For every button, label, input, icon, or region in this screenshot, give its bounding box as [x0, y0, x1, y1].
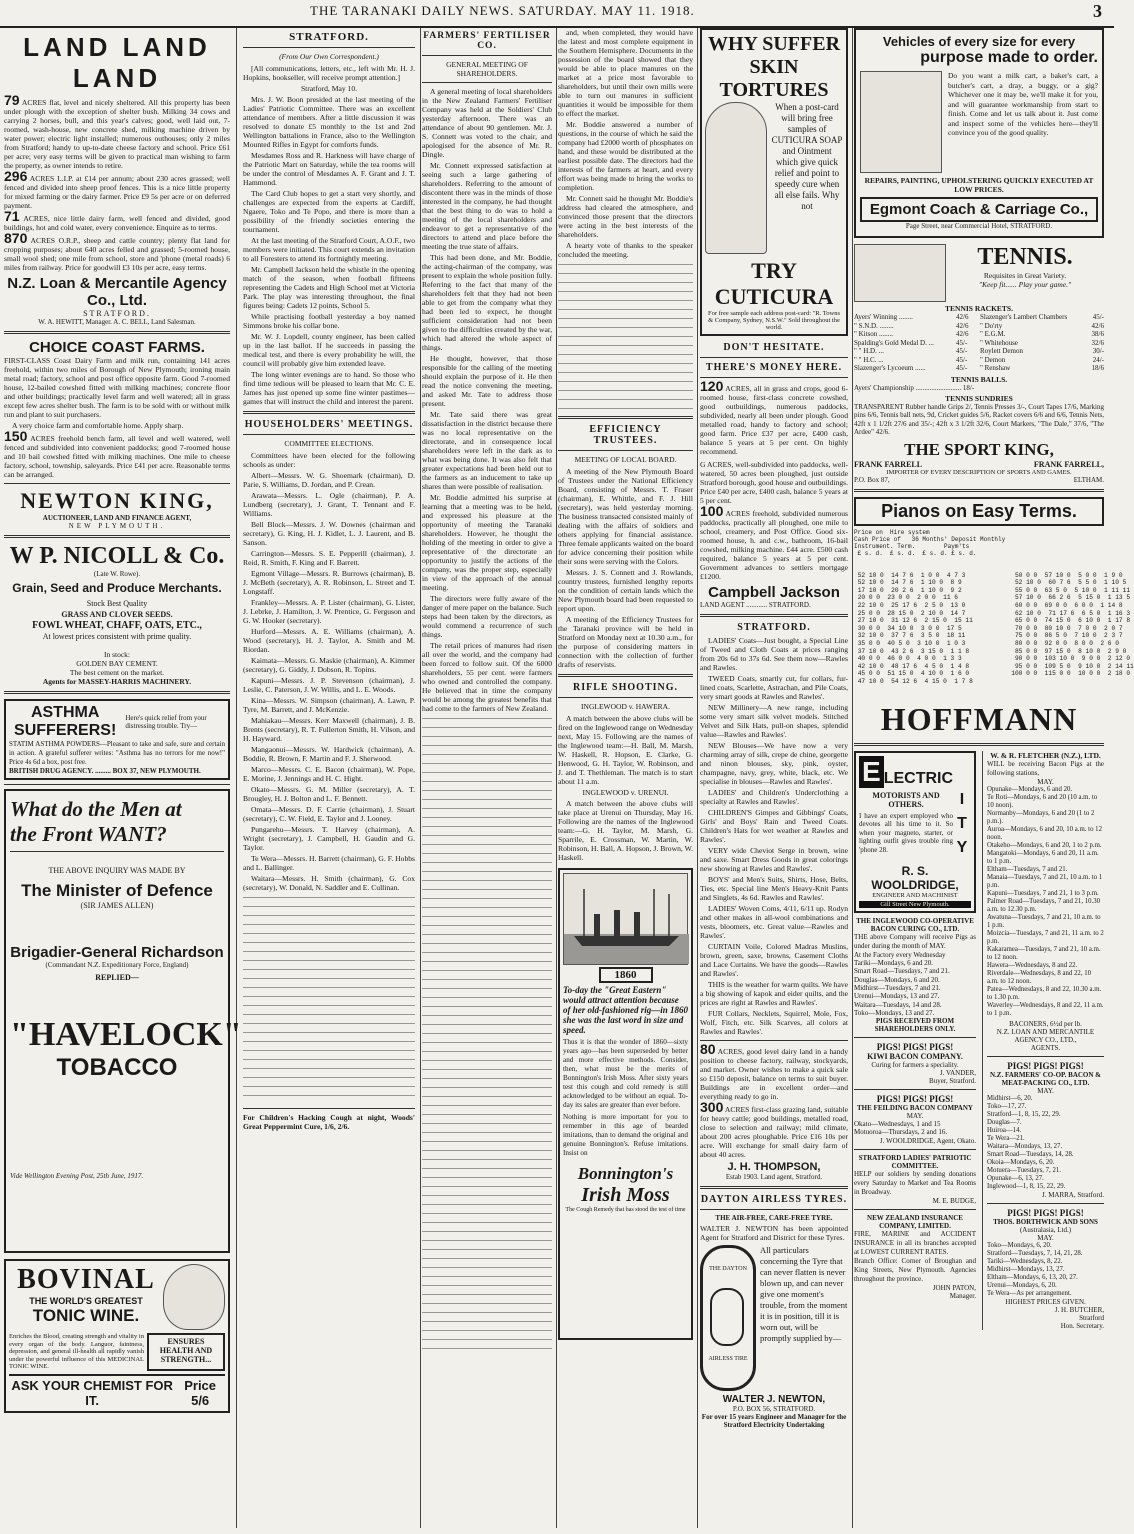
year-badge: 1860	[599, 967, 653, 983]
inglewood-bacon-foot: PIGS RECEIVED FROM SHAREHOLDERS ONLY.	[874, 1017, 956, 1034]
householders-heading: HOUSEHOLDERS' MEETINGS.	[244, 419, 414, 430]
rawles-list: LADIES' Coats—Just bought, a Special Line of Tweed and Cloth Coats at prices ranging from 20s 6d to 37s 6d. See them now—Rawles and Rawles. TWEED Coats, smartly cut, fur collars, fur-lined coats, Scarlette, Astrachan, and Pile Coats, very smart goods at Rawles and Rawles'. NEW Millinery—A new range, including some very smart silk velvet models. Stitched Velvet and Silk Hats, pull-on shapes, splendid value—Rawles and Rawles'. NEW Blouses—We have now a very charming array of silk, crepe de chine, georgette and ninon blouses, sky, pink, oyster, champagne, navy, grey, white, black, etc. We specialise in blouses—Rawles and Rawles'. LADIES' and Children's Underclothing a specialty at Rawles and Rawles'. CHILDREN'S Gimpes and Gibbings' Coats, Girls' and Boys' Rain and Tweed Coats. Children's Hats for wet weather at Rawles and Rawles'. VERY wide Cheviot Serge in brown, wine and saxe. Smart Dress Goods in great colorings new showing at Rawles and Rawles'. BOYS' and Men's Suits, Shirts, Hose, Belts, Ties, etc. Special line Men's Heavy-Knit Pants and Singlets, 4s 6d. Rawles and Rawles'. LADIES' Woven Coms, 4/11, 6/11 up. Rodyn and other makes in all-wool combinations and vests, bloomers, etc. Great value—Rawles and Rawles'. CURTAIN Voile, Colored Madras Muslins, brown, green, saxe, browns, Casement Cloths and Lace Curtains. We have the goods—Rawles and Rawles'. THIS is the weather for warm quilts. We have a big showing of kapok and eider quilts, and the prices are right at Rawles and Rawles'. FUR Collars, Necklets, Squirrel, Mole, Fox, Wolf, Fitch, etc. Silk Scarves, all colors at Rawles and Rawles'.	[700, 636, 848, 1036]
choice-title: CHOICE COAST FARMS.	[29, 339, 205, 356]
fertiliser-sub: GENERAL MEETING OF SHAREHOLDERS.	[446, 60, 528, 78]
nicoll-late: (Late W. Rowe).	[93, 570, 141, 578]
thompson-sub: Estab 1903. Land agent, Stratford.	[725, 1173, 823, 1181]
pigs-banner: PIGS! PIGS! PIGS!	[876, 1042, 954, 1053]
stratford-heading: STRATFORD.	[289, 31, 369, 43]
nzlm-agents: AGENTS.	[1030, 1043, 1061, 1052]
cow-head-illustration	[163, 1264, 225, 1330]
havelock-replied: REPLIED—	[95, 973, 139, 982]
stratford-news: [All communications, letters, etc., left with Mr. H. J. Hopkins, bookseller, will receive prompt attention.] Stratford, May 10. Mrs. J. W. Boon presided at the last meeting of the Ladies' Patriotic Committee. There was an excellent attendance of members. After a little discussion it was resolved to donate £5 monthly to the 1st and 2nd Wellington battalions in France, also to the Wellington Mounted Rifles in Egypt for comforts funds. Mesdames Ross and R. Harkness will have charge of the Patriotic Mart on Saturday, while the tea rooms will be under the control of Mesdames A. F. Grant and J. T. Hammond. The Card Club hopes to get a start very shortly, and challenges are expected from the experts at Cardiff, Ngaere, Toko and Te Popo, and there is more than a possibility of the friendly societies entering the tournament. At the last meeting of the Stratford Court, A.O.F., two members were initiated. This court extends an invitation to all Foresters to attend its fortnightly meeting. Mr. Campbell Jackson held the whistle in the opening match of the season, when football fiftteens representing the Cadets and High School met at Victoria Park. The play was interesting throughout, the final figures being: Cadets 12 points, School 5. While practising football yesterday a boy named Simmons broke his collar bone. Mr. W. J. Lopdell, county engineer, has been called up in the last ballot. If he succeeds in passing the medical test, and there is every probability he will, the council will probably give him extended leave. The long winter evenings are to hand. So those who find time tedious will be pleased to learn that Mr. C. E. James has just opened up some fine winter pastimes—games that will instruct the child and interest the parent.	[243, 64, 415, 406]
cuticura-text: When a post-card will bring free samples of CUTICURA SOAP and Ointment which give quick relief and point to speedy cure when all else fails. Why not	[771, 102, 843, 211]
bonnington-body: Thus it is that the wonder of 1860—sixty years ago—has been superseded by better and more effective methods. Consider, then, what must be the merits of Bonnington's Irish Moss. After sixty years test this cough and cold remedy is still acknowledged to be without an equal. To-day its sales are greater than ever before.	[563, 1038, 688, 1109]
woman-illustration	[705, 102, 767, 254]
kiwi-bacon: KIWI BACON COMPANY.	[867, 1052, 963, 1062]
money-here: THERE'S MONEY HERE.	[705, 362, 843, 373]
steamship-illustration	[563, 873, 688, 965]
asthma-foot: BRITISH DRUG AGENCY. ......... BOX 37, NEW PLYMOUTH.	[9, 767, 201, 775]
feilding-agent: J. WOOLDRIDGE, Agent, Okato.	[879, 1136, 976, 1145]
nz-loan-place: STRATFORD.	[83, 309, 151, 318]
peppermint-cure-ad: For Children's Hacking Cough at night, Woods' Great Peppermint Cure, 1/6, 2/6.	[243, 1113, 415, 1131]
fertiliser-article-cont: and, when completed, they would have the latest and most complete equipment in the Southern Hemisphere. Documents in the possession of the board showed that they would be able to place manures on the market at a price most favorable to shareholders, but until their own mills were able to turn out manures in sufficient quantities it would be impossible for them to effect the market. Mr. Boddie answered a number of questions, in the course of which he said the company had £2000 worth of phosphates on hand, and these would be distributed at the earliest possible date. The directors had the interests of the farmers at heart, and every effort was being made to bring the works to completion. Mr. Connett said he thought Mr. Boddie's address had cleared the atmosphere, and convinced those present that the directors were acting in the best interests of the shareholders. A hearty vote of thanks to the speaker concluded the meeting.	[558, 28, 693, 259]
wooldridge-sub: ENGINEER AND MACHINIST	[872, 891, 958, 899]
nzi-manager: Manager.	[949, 1291, 976, 1300]
dayton-text: WALTER J. NEWTON has been appointed Agent for Stratford and District for these Tyres.	[700, 1224, 848, 1242]
newton-foot: For over 15 years Engineer and Manager for the Stratford Electricity Undertaking	[701, 1413, 847, 1429]
column-5	[696, 28, 853, 1528]
feilding-heading: THE FEILDING BACON COMPANY	[857, 1104, 973, 1113]
electric-i: I	[959, 790, 965, 808]
borthwick-sub: (Australasia, Ltd.)	[1019, 1225, 1072, 1234]
bovinal-brand: BOVINAL	[17, 1264, 155, 1295]
article-text-continuation	[422, 715, 552, 1355]
efficiency-heading: EFFICIENCY TRUSTEES.	[589, 424, 662, 446]
newton-box: P.O. BOX 56, STRATFORD.	[732, 1405, 816, 1413]
asthma-ad	[4, 699, 230, 780]
electric-ad	[854, 751, 976, 913]
cuticura-foot: For free sample each address post-card: "R. Towns & Company, Sydney, N.S.W." Sold throughout the world.	[707, 310, 841, 331]
feilding-may: MAY.	[906, 1112, 924, 1121]
land-title: LAND LAND LAND	[23, 32, 211, 93]
householders-list: Committees have been elected for the following schools as under: Albert—Messrs. W. G. Shoemark (chairman), D. Parie, S. Williams, D. Jordan, and P. Crean. Arawata—Messrs. L. Ogle (chairman), P. A. Lundberg (secretary), J. Grant, T. Tennant and F. Williams. Bell Block—Messrs. J. W. Downes (chairman and secretary), G. King, H. J. Kidlet, L. J. Laurent, and B. Sanson. Carrington—Messrs. S. E. Pepperill (chairman), J. Reid, R. Smith, F. King and F. Barrett. Egmont Village—Messrs. R. Burrows (chairman), B. J. McBeth (secretary), A. R. Robinson, L. Street and T. Longstaff. Frankley—Messrs. A. P. Lister (chairman), G. Lister, J. Lebrke, J. Hamilton, J. W. Prentice, G. Ferguson and G. W. Hooker (secretary). Hurford—Messrs. A. E. Williams (chairman), A. Wood (secretary), H. J. Taylor, A. Smith and M. Riordan. Kaimata—Messrs. G. Maskie (chairman), A. Kimmer (secretary), G. Giddy, J. Dobson, R. Topins. Kapuni—Messrs. J. P. Stevenson (chairman), J. Leslie, C. Paterson, J. W. Willis, and L. E. Woods. Kina—Messrs. W. Simpson (chairman), A. Lawn, P. Tyre, M. Barrett, and J. McKenzie. Mahiakau—Messrs. Kerr Maxwell (chairman), J. B. Brents (secretary), R. T. Fullerton Smith, H. Vilson, and H. Hayward. Mangaonui—Messrs. W. Hardwick (chairman), A. Boddie, R. Brown, F. Martin and F. J. Sherwood. Marco—Messrs. C. E. Bacon (chairman), W. Pope, E. Morine, J. Jennings and H. C. Hight. Okato—Messrs. G. M. Miller (secretary), A. T. Brougley, H. J. Bolton and L. F. Bennett. Omata—Messrs. D. F. Carrie (chairman), J. Stuart (secretary), C. W. Field, E. Taylor and J. Looney. Pungarehu—Messrs. T. Harvey (chairman), A. Wright (secretary), J. Campbell, H. Gaudin and G. Taylor. Te Wera—Messrs. H. Barrett (chairman), G. F. Hobbs and L. Ballinger. Waitara—Messrs. H. Smith (chairman), G. Cox (secretary), W. Donald, N. Saddler and E. Cullinan.	[243, 451, 415, 892]
tennis-players-illustration	[854, 244, 946, 302]
inglewood-bacon-heading: THE INGLEWOOD CO-OPERATIVE BACON CURING CO., LTD.	[856, 916, 974, 933]
nzi-sign: JOHN PATON,	[932, 1283, 976, 1292]
bonnington-sub: The Cough Remedy that has stood the test of time	[565, 1207, 686, 1213]
masthead	[0, 0, 1114, 28]
newton-name: WALTER J. NEWTON,	[722, 1394, 826, 1405]
newton-king-title: NEWTON KING,	[20, 488, 214, 513]
electric-y: Y	[956, 838, 968, 856]
importer-line: IMPORTER OF EVERY DESCRIPTION OF SPORTS AND GAMES.	[886, 468, 1072, 476]
havelock-minister: The Minister of Defence	[21, 881, 213, 900]
carriage-illustration	[860, 71, 942, 173]
electric-text: I have an expert employed who devotes all his time to it. So when your magneto, starter, or lighting outfit gives trouble ring 'phone 28.	[859, 811, 953, 854]
dayton-sub: THE AIR-FREE, CARE-FREE TYRE.	[715, 1214, 833, 1222]
egmont-name: Egmont Coach & Carriage Co.,	[860, 197, 1098, 222]
kiwi-buyer: Buyer, Stratford.	[929, 1077, 976, 1086]
cuticura-skin: SKIN TORTURES	[719, 56, 829, 101]
vehicles-title: Vehicles of every size for every	[882, 34, 1076, 49]
campbell-jackson: Campbell Jackson	[708, 584, 840, 601]
farm-listings: 120 ACRES, all in grass and crops, good 6-roomed house, first-class concrete cowshed, good outbuildings, numerous paddocks, subdivided, nearly all been under plough. Good metalled road, handy to factory and school; good farm. Price £37 per acre, £400 cash, balance 5 years at 5 per cent. On highly recommend. G ACRES, well-subdivided into paddocks, well-watered, 50 acres been ploughed, just outside Stratford borough, good house and outbuildings. Price £40 per acre, £400 cash, balance 5 years at 5 per cent. 100 ACRES freehold, subdivided numerous paddocks, practically all ploughed, one mile to school, creamery, and Post Office. Good six-roomed house, h. and c.w., bathroom, 16-bail cowshed, milking machine. £44 acre. £500 cash required, balance 5 years at 5 per cent. Government advances to settlers mortgage £1200.	[700, 378, 849, 581]
havelock-l1: THE ABOVE INQUIRY WAS MADE BY	[48, 866, 186, 875]
kiwi-name: J. VANDER,	[939, 1069, 976, 1078]
ladies-committee-text: HELP our soldiers by sending donations every Saturday to Market and Tea Rooms in Broadway.	[854, 1169, 976, 1196]
bovinal-ad	[4, 1259, 230, 1413]
bonnington-ad	[558, 868, 693, 1340]
campbell-jackson-sub: LAND AGENT ............ STRATFORD.	[700, 601, 811, 609]
fertiliser-heading: FARMERS' FERTILISER CO.	[423, 31, 551, 51]
inglewood-bacon-list: At the Factory every Wednesday Tariki—Mondays, 6 and 20. Smart Road—Tuesdays, 7 and 21. Douglas—Mondays, 6 and 20. Midhirst—Tuesdays, 7 and 21. Urenui—Mondays, 13 and 27. Waitara—Tuesdays, 14 and 28. Toko—Mondays, 13 and 27.	[854, 950, 950, 1017]
cuticura-why: WHY SUFFER	[707, 33, 841, 55]
article-text-continuation	[243, 894, 415, 1104]
havelock-brig-sub: (Commandant N.Z. Expeditionary Force, England)	[45, 961, 189, 969]
nzlm-name: N.Z. LOAN AND MERCANTILE AGENCY CO., LTD.,	[996, 1027, 1095, 1044]
pianos-table: Price on Hire system Cash Price of 36 Months' Deposit Monthly Instrument. Term. Paym'ts £ s. d. £ s. d. £ s. d. £ s. d. 52 10 0 14 7 6 1 0 0 4 7 3 52 10 0 14 7 6 1 10 0 8 9 17 10 0 20 2 6 1 10 0 9 2 20 0 0 23 0 0 2 0 0 11 6 22 10 0 25 17 6 2 5 0 13 0 25 0 0 28 15 0 2 10 0 14 7 27 10 0 31 12 6 2 15 0 15 11 30 0 0 34 10 0 3 0 0 17 5 32 10 0 37 7 6 3 5 0 18 11 35 0 0 40 5 0 3 10 0 1 0 3 37 10 0 43 2 6 3 15 0 1 1 8 40 0 0 46 0 0 4 0 0 1 3 3 42 10 0 48 17 6 4 5 0 1 4 8 45 0 0 51 15 0 4 10 0 1 6 0 47 10 0 54 12 6 4 15 0 1 7 8 50 0 0 57 10 0 5 0 0 1 9 0 52 10 0 60 7 6 5 5 0 1 10 5 55 0 0 63 5 0 5 10 0 1 11 11 57 10 0 66 2 6 5 15 0 1 13 5 60 0 0 69 0 0 6 0 0 1 14 8 62 10 0 71 17 6 6 5 0 1 16 3 65 0 0 74 15 0 6 10 0 1 17 8 70 0 0 80 10 0 7 0 0 2 0 7 75 0 0 86 5 0 7 10 0 2 3 7 80 0 0 92 0 0 8 0 0 2 6 0 85 0 0 97 15 0 8 10 0 2 9 0 90 0 0 103 10 0 9 0 0 2 12 0 95 0 0 109 5 0 9 10 0 2 14 11 100 0 0 115 0 0 10 0 0 2 18 0	[854, 528, 1134, 685]
electric-side: MOTORISTS AND OTHERS.	[872, 790, 940, 809]
tennis-keep: "Keep fit...... Play your game."	[978, 280, 1072, 289]
sundries-text: TRANSPARENT Rubber handle Grips 2/, Tennis Presses 3/-, Court Tapes 17/6, Marking pins 6/6, Tennis ball nets, 9d, Cricket guides 5/6, Racket covers 6/6 and 6/6, Tennis Nets, 42ft x 1 1/2ft 27/6 and 35/-; 42ft x 3 1/2ft 32/6, Court Markers, "The Dale," 37/6, "The Ardee" 42/6.	[854, 402, 1104, 436]
nicoll-lines: Stock Best Quality GRASS AND CLOVER SEEDS. FOWL WHEAT, CHAFF, OATS, ETC., At lowest prices consistent with prime quality.	[32, 599, 202, 641]
fletcher-list: Opunake—Mondays, 6 and 20. Te Roti—Mondays, 6 and 20 (10 a.m. to 10 noon). Normanby—Mondays, 6 and 20 (1 to 2 p.m.). Auroa—Mondays, 6 and 20, 10 a.m. to 12 noon. Otakeho—Mondays, 6 and 20, 1 to 2 p.m. Mangatoki—Mondays, 6 and 20, 11 a.m. to 1 p.m. Eltham—Tuesdays, 7 and 21. Manaia—Tuesdays, 7 and 21, 10 a.m. to 1 p.m. Kapuni—Tuesdays, 7 and 21, 1 to 3 p.m. Palmer Road—Tuesdays, 7 and 21, 10.30 a.m. to 12.30 p.m. Awatuna—Tuesdays, 7 and 21, 10 a.m. to 1 p.m. Moizcia—Tuesdays, 7 and 21, 11 a.m. to 2 p.m. Kakaramea—Tuesdays, 7 and 21, 10 a.m. to 12 noon. Hawera—Wednesdays, 8 and 22. Riverdale—Wednesdays, 8 and 22, 10 a.m. to 12 noon. Patea—Wednesdays, 8 and 22, 10.30 a.m. to 1.30 p.m. Waverley—Wednesdays, 8 and 22, 11 a.m. to 1 p.m.	[987, 785, 1104, 1017]
baconers-price: BACONERS, 6½d per lb.	[1009, 1019, 1082, 1028]
vehicles-title2: purpose made to order.	[920, 49, 1098, 66]
havelock-ad	[4, 789, 242, 1253]
bovinal-sub1: THE WORLD'S GREATEST	[29, 1296, 143, 1306]
asthma-text: STATIM ASTHMA POWDERS—Pleasant to take and safe, sure and certain in action. A grateful sufferer writes: "Asthma has no terrors for me now!" Price 4s 6d a box, post free.	[9, 740, 225, 766]
asthma-title: ASTHMA SUFFERERS!	[14, 704, 117, 739]
electric-word: LECTRIC	[883, 769, 954, 787]
ladies-committee-heading: STRATFORD LADIES' PATRIOTIC COMMITTEE.	[858, 1153, 972, 1170]
thompson-name: J. H. THOMPSON,	[727, 1161, 821, 1173]
bonnington-lead: To-day the "Great Eastern" would attract attention because of her old-fashioned rig—in 1860 she was the last word in size and speed.	[563, 985, 689, 1035]
vehicles-repairs: REPAIRS, PAINTING, UPHOLSTERING QUICKLY EXECUTED AT LOW PRICES.	[864, 176, 1094, 194]
piano-table-head: Price on Hire system Cash Price of 36 Months' Deposit Monthly Instrument. Term. Paym'ts £ s. d. £ s. d. £ s. d. £ s. d.	[854, 528, 1006, 557]
nzf-sign: J. MARRA, Stratford.	[1041, 1190, 1104, 1199]
nzi-heading: NEW ZEALAND INSURANCE COMPANY, LIMITED.	[867, 1213, 963, 1230]
tennis-sub: Requisites in Great Variety.	[983, 271, 1067, 280]
fletcher-may: MAY.	[1037, 777, 1054, 786]
rackets-heading: TENNIS RACKETS.	[945, 304, 1013, 313]
havelock-q1: What do the Men at	[10, 797, 182, 821]
bovinal-ensures: ENSURES HEALTH AND STRENGTH...	[147, 1333, 225, 1371]
steamship-icon	[564, 874, 689, 964]
page-number: 3	[1093, 1, 1102, 21]
nicoll-head: Grain, Seed and Produce Merchants.	[12, 581, 222, 595]
feilding-list: Okato—Wednesdays, 1 and 15 Motuoroa—Thursdays, 2 and 16.	[854, 1120, 948, 1137]
nz-loan-staff: W. A. HEWITT, Manager. A. C. BELL, Land Salesman.	[38, 318, 196, 326]
cuticura-try: TRY CUTICURA	[714, 258, 834, 309]
asthma-side: Here's quick relief from your distressing trouble. Try—	[125, 714, 207, 730]
wooldridge-addr: Gill Street New Plymouth.	[859, 901, 971, 908]
bonnington-brand2: Irish Moss	[581, 1184, 670, 1206]
borthwick-foot: HIGHEST PRICES GIVEN.	[1005, 1297, 1086, 1306]
column-6	[850, 28, 1134, 1528]
dayton-side: All particulars concerning the Tyre that can never flatten is never blown up, and can never give one moment's trouble, from the moment it is in position, till it is worn out, will be promptly supplied by—	[760, 1245, 848, 1343]
efficiency-sub: MEETING OF LOCAL BOARD.	[574, 455, 677, 464]
wooldridge-name: R. S. WOOLDRIDGE,	[871, 863, 959, 892]
farrell-row: FRANK FARRELL FRANK FARRELL,	[854, 459, 1104, 469]
tyre-top-label: THE DAYTON	[709, 1266, 747, 1272]
masthead-title: THE TARANAKI DAILY NEWS. SATURDAY. MAY 11. 1918.	[310, 3, 695, 18]
inglewood-bacon-text: THE above Company will receive Pigs as under during the month of MAY.	[854, 932, 976, 950]
hoffmann-brand: HOFFMANN	[880, 700, 1078, 737]
dont-hesitate: DON'T HESITATE.	[723, 342, 825, 353]
dayton-heading: DAYTON AIRLESS TYRES.	[700, 1194, 848, 1205]
butcher-name: J. H. BUTCHER,	[1054, 1305, 1104, 1314]
pigs-banner-4: PIGS! PIGS! PIGS!	[1007, 1207, 1084, 1218]
nzf-may: MAY.	[1037, 1086, 1054, 1095]
rifle-sub: INGLEWOOD v. HAWERA.	[581, 702, 670, 711]
pianos-title: Pianos on Easy Terms.	[854, 497, 1104, 526]
borthwick-heading: THOS. BORTHWICK AND SONS	[993, 1217, 1098, 1226]
efficiency-article: A meeting of the New Plymouth Board of Trustees under the National Efficiency Board, consisting of Messrs. T. Fraser (chairman), E. Whittle, and F. J. Hill (secretary), was held yesterday morning. The business transacted consisted mainly of dealing with the affairs of soldiers and others applying for financial assistance. Three female applicants waited on the board for advice concerning their position while their sons were serving with the Colors. Messrs. J. S. Connett and J. Rowlands, country trustees, furnished lengthy reports on the condition of certain lands which the New Plymouth board had been requested to report upon. A meeting of the Efficiency Trustees for the Taranaki province will be held in Stratford on Monday next at 10.30 a.m., for the purpose of considering matters in connection with the collection of further drafts of reservists.	[558, 467, 693, 669]
tennis-title: TENNIS.	[977, 244, 1073, 270]
havelock-brig: Brigadier-General Richardson	[10, 944, 224, 961]
havelock-source: Vide Wellington Evening Post, 25th June, 1917.	[10, 1172, 144, 1180]
householders-sub: COMMITTEE ELECTIONS.	[284, 439, 374, 448]
vehicles-ad	[854, 28, 1104, 238]
fletcher-text: WILL be receiving Bacon Pigs at the following stations,	[987, 759, 1104, 777]
borthwick-list: Toko—Mondays, 6, 20. Stratford—Tuesdays, 7, 14, 21, 28. Tariki—Wednesdays, 8, 22. Midhirst—Mondays, 13, 27. Eltham—Mondays, 6, 13, 20, 27. Urenui—Mondays, 6, 20. Te Wera—As per arrangement.	[987, 1241, 1083, 1297]
tyre-bottom-label: AIRLESS TIRE	[708, 1356, 748, 1362]
nicoll-stock: In stock: GOLDEN BAY CEMENT. The best cement on the market. Agents for MASSEY-HARRIS MACHINERY.	[42, 650, 192, 686]
pigs-banner-2: PIGS! PIGS! PIGS!	[876, 1094, 954, 1105]
rifle-heading: RIFLE SHOOTING.	[572, 682, 679, 693]
nzi-text2: Branch Office: Corner of Broughan and King Streets, New Plymouth. Agencies throughout the province.	[854, 1256, 976, 1283]
sport-king: THE SPORT KING,	[904, 439, 1054, 459]
nicoll-title: W P. NICOLL & Co.	[9, 543, 225, 569]
nzf-list: Midhirst—6, 20. Toko—17, 27. Stratford—1, 8, 15, 22, 29. Douglas—7. Huiroa—14. Te Wera—21. Waitara—Mondays, 13, 27. Smart Road—Tuesdays, 14, 28. Okoia—Mondays, 6, 20. Motuera—Tuesdays, 7, 21. Opunake—6, 13, 27. Inglewood—1, 8, 15, 22, 29.	[987, 1094, 1074, 1190]
bovinal-sub2: TONIC WINE.	[32, 1306, 140, 1325]
vehicles-text: Do you want a milk cart, a baker's cart, a butcher's cart, a dray, a buggy, or a gig? Whichever one it may be, we'll make it for you, and will guarantee workmanship from start to finish. Come and let us talk about it. Just come and inspect some of the vehicles here—they'll convince you of the good quality.	[948, 71, 1098, 137]
ladies-committee-sign: M. E. BUDGE,	[932, 1196, 976, 1205]
havelock-product: TOBACCO	[56, 1054, 178, 1081]
nzf-heading: N.Z. FARMERS' CO-OP. BACON & MEAT-PACKING CO., LTD.	[989, 1070, 1102, 1087]
sport-box-row: P.O. Box 87, ELTHAM.	[854, 475, 1104, 484]
newton-king-sub: AUCTIONEER, LAND AND FINANCE AGENT,	[42, 514, 192, 522]
balls-heading: TENNIS BALLS.	[950, 374, 1008, 384]
nzi-text: FIRE, MARINE and ACCIDENT INSURANCE in all its branches accepted at LOWEST CURRENT RATES.	[854, 1229, 976, 1256]
borthwick-may: MAY.	[1037, 1233, 1054, 1242]
bovinal-body: Enriches the Blood, creating strength and vitality in every organ of the body. Languor, faintness, depression, and general ill-health all rapidly vanish under the powerful influence of this MEDICINAL TONIC WINE.	[9, 1333, 144, 1370]
stratford-sub: (From Our Own Correspondent.)	[279, 52, 379, 61]
butcher-title: Hon. Secretary.	[1060, 1321, 1104, 1330]
bonnington-brand: Bonnington's	[577, 1164, 674, 1183]
electric-t: T	[957, 814, 967, 832]
rifle-article: A match between the above clubs will be fired on the Inglewood range on Wednesday next, May 15. Following are the names of the Inglewood team:—H. Ball, M. Marsh, W. Haskell, R. Hopson, E. Clarke, G. Henwood, G. H. Taylor, W. Robinson, and J. and T. Thethleman. The match is to start about 11 a.m. INGLEWOOD v. URENUI. A match between the above clubs will take place at Urenui on Thursday, May 16. Following are the names of the Inglewood team:—G. H. Taylor, M. Marsh, G. Sparrile, E. Crossman, W. Martin, W. Robinson, H. Ball, A. Hopson, J. Brown, W. Haskell.	[558, 714, 693, 862]
havelock-q2: the Front WANT?	[10, 822, 167, 846]
bonnington-body2: Nothing is more important for you to remember in this age of bearded imitations, than to demand the original and genuine Bonnington's. Refuse imitations. Insist on	[563, 1113, 688, 1157]
bovinal-ask: ASK YOUR CHEMIST FOR IT.	[11, 1377, 173, 1408]
rawles-heading: STRATFORD.	[737, 622, 811, 633]
land-listings: 79 ACRES flat, level and nicely sheltered. All this property has been under plough with the exception of shelter bush. Milking 34 cows and carrying 2 horses, bull, and this year's calves; good, well laid out, 7-roomed, wash-house, new concrete shed, milking machine driven by water power; electric light installed; numerous outhouses; only 2 miles from Stratford; handy to up-to-date cheese factory and school. Price £61 per acre; very easy terms will be given to practical man wishing to farm the property, as owner intends to retire. 296 ACRES L.I.P. at £14 per annum; about 230 acres grassed; well fenced and divided into sheep proof fences. This is a nice little property for mixed farming or the dairy farmer. Price £9 5s per acre or on deferred payment. 71 ACRES, nice little dairy farm, well fenced and divided, good buildings, hot and cold water, every convenience. Enquire as to terms. 870 ACRES O.R.P., sheep and cattle country; plenty flat land for cropping purposes; about 640 acres felled and grassed; 5-roomed house, small wool shed; one mile from school, store and 'phone (metal roads) 6 miles from railway. Price for goodwill £3 10s per acre, easy terms.	[4, 92, 231, 272]
kiwi-text: Curing for farmers a speciality.	[871, 1061, 959, 1070]
sundries-heading: TENNIS SUNDRIES	[945, 393, 1013, 403]
fletcher-heading: W. & R. FLETCHER (N.Z.), LTD.	[990, 750, 1101, 760]
balls-line: Ayers' Championship .......................... 18/-	[854, 383, 975, 392]
egmont-addr: Page Street, near Commercial Hotel, STRATFORD.	[905, 222, 1053, 230]
column-4	[554, 28, 698, 1528]
butcher-place: Stratford	[1079, 1313, 1104, 1322]
fertiliser-article: A general meeting of local shareholders in the New Zealand Farmers' Fertiliser Company was held at the Soldiers' Club yesterday afternoon. There was an attendance of about 90 gentlemen. Mr. J. S. Connett was voted to the chair, and apologised for the absence of Mr. R. Dingle. Mr. Connett expressed satisfaction at seeing such a large gathering of shareholders. Referring to the amount of discontent there was in the minds of those interested in the company, he had thought that the best thing to do was to hold a meeting of the local shareholders and endeavor to get a representative of the directors to attend and place before the meeting the true state of affairs. This had been done, and Mr. Boddie, the acting-chairman of the company, was present to explain the whole position fully. Referring to the fact that many of the shareholders felt that they had not been able to get from the company what they had been led to expect, he thought sufficient consideration had not been given to the difficulties created by the war, which had altered the whole aspect of things. He thought, however, that those responsible for the calling of the meeting should explain the purpose of it. He then read the notice convening the meeting, and asked Mr. Tate to address those present. Mr. Tate said there was great dissatisfaction in the district because there was no local representative on the directorate, and in consequence local shareholders were left in the dark as to what was being done. It was also felt that greater expectations had been held out to the farmers as an inducement to take up shares than were possible of realisation. Mr. Boddie admitted his surprise at learning that a meeting was to be held, and expressed his pleasure at the opportunity of meeting the Taranaki shareholders. However, he thought the holding of the meeting in order to give a representative of the directorate an opportunity to justify the actions of the company, was the proper step, especially in view of the approach of the annual meeting. The directors were fully aware of the danger of mere paper on the balance. Such steps had been taken by the directors, as would commend a recurrence of such things. The retail prices of manures had risen all over the world, and the company had been forced to follow suit. Of the 6000 shareholders, 55 per cent. were farmers who owned and controlled the company. He believed that in time the company would be among the greatest benefits that had come to the farmers of New Zealand.	[422, 87, 552, 713]
column-1	[4, 28, 242, 1528]
bovinal-price: Price 5/6	[184, 1377, 217, 1408]
cuticura-ad	[700, 28, 848, 336]
choice-text: FIRST-CLASS Coast Dairy Farm and milk run, containing 141 acres freehold, within two miles of Borough of New Plymouth; ironing main metal road; factory, school and post office opposite farm. Good 7-roomed house, 12-bailed cowshed fitted with milking machines; concrete floor and other buildings; practically level farm and well watered; all in grass except few acres shelter bush. The farm is to be sold with or without milk run and plant to suit purchasers. A very choice farm and comfortable home. Apply sharp. 150 ACRES freehold bench farm, all level and well watered, well fenced and subdivided into convenient paddocks; good 7-roomed house and 10 bail cowshed fitted with milking machines. One mile to cheese factory, school, township, saleyards. Price £41 per acre. Reasonable terms can be arranged.	[4, 356, 230, 479]
pigs-banner-3: PIGS! PIGS! PIGS!	[1007, 1060, 1084, 1071]
column-3	[418, 28, 557, 1528]
article-text-continuation	[558, 261, 693, 411]
electric-e: E	[859, 756, 884, 788]
nz-loan-title: N.Z. Loan & Mercantile Agency Co., Ltd.	[7, 275, 227, 309]
dairy-listing: 80 ACRES, good level dairy land in a handy position to cheese factory, railway, stockyards, and market. Owner wishes to make a quick sale so £150 deposit, balance on terms to suit buyer. Buildings are in excellent order—and everything ready to go in. 300 ACRES first-class grazing land, suitable for heavy cattle; good buildings, metalled road, close to selection and railway; mild climate, about 200 acres ploughable. Price £16 10s per acre. Will exchange for small dairy farm of about 40 acres.	[700, 1041, 849, 1159]
column-2	[238, 28, 421, 1528]
rackets-list: Ayers' Winning ........ 42/6 Slazenger's Lambert Chambers 45/- " S.N.D. ........ 42/6 " Do'rty 42/6 " Kitson ........ 42/6 " E.G.M. 38/6 Spalding's Gold Medal D. ... 45/- " Whitehouse 32/6 " " H.D. ... 45/- Roylett Demon 30/- " " H.C. ... 45/- " Demon 24/- Slazenger's Lycoeum ...... 45/- " Renshaw 18/6	[854, 313, 1104, 372]
havelock-allen: (SIR JAMES ALLEN)	[80, 901, 154, 910]
newton-king-place: NEW PLYMOUTH.	[68, 522, 166, 530]
tyre-illustration	[700, 1245, 756, 1391]
havelock-brand: "HAVELOCK"	[10, 1016, 242, 1053]
